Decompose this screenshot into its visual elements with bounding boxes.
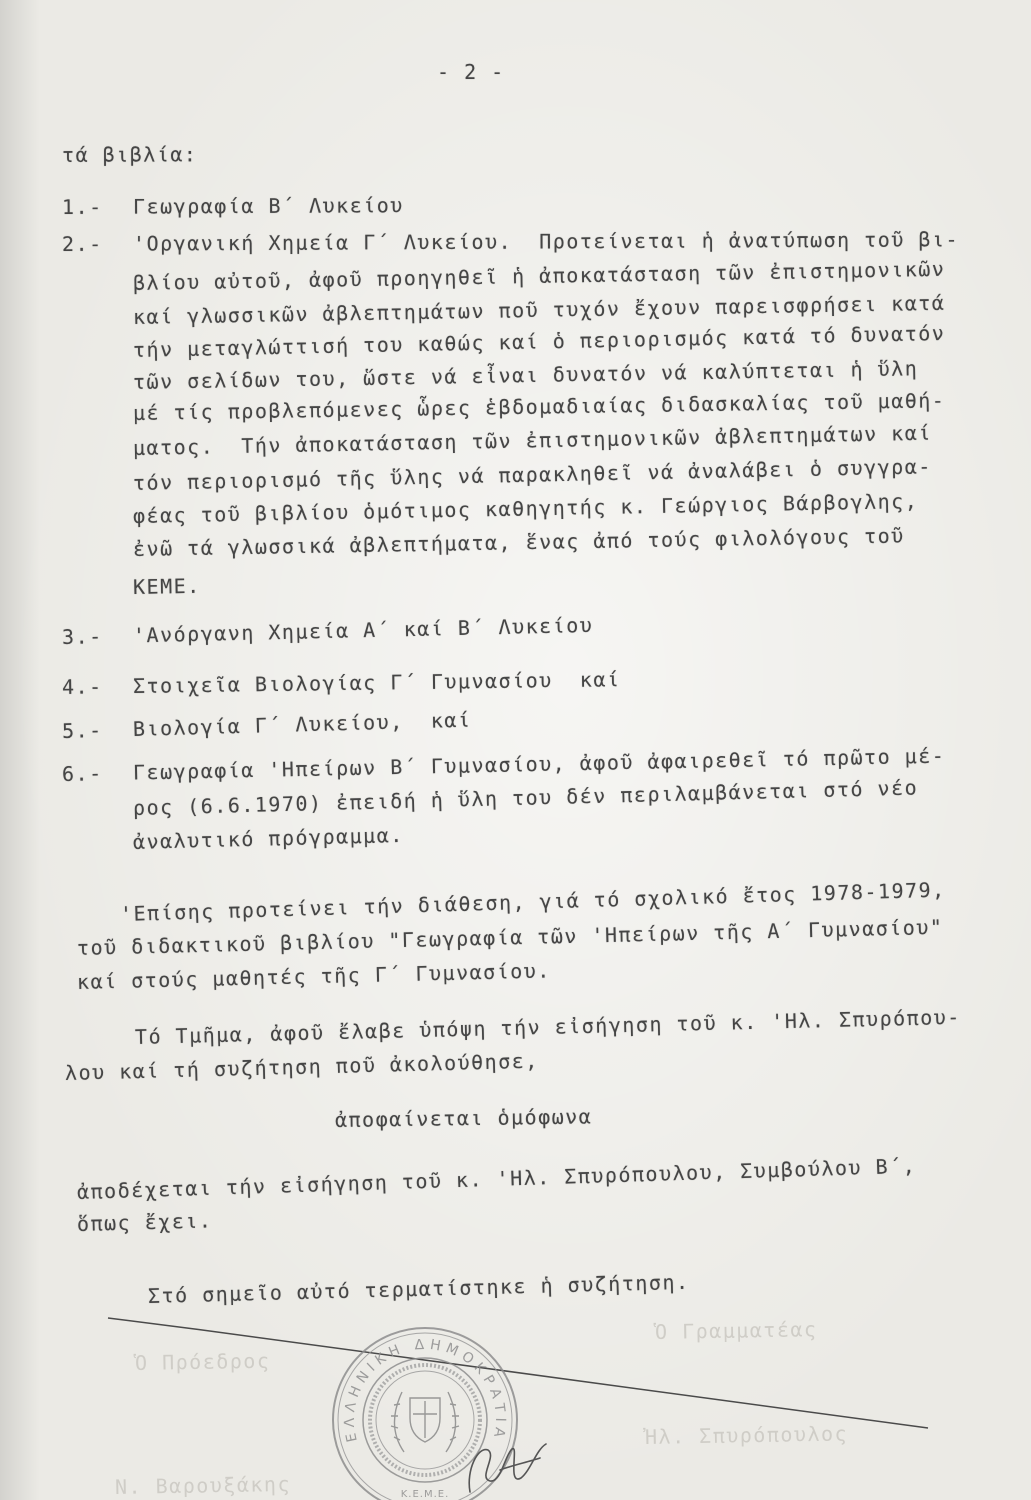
list-item [62,227,959,256]
seal-outer-text-path: ΕΛΛΗΝΙΚΗ ΔΗΜΟΚΡΑΤΙΑ [341,1336,509,1444]
paragraph-line: 'Επίσης προτείνει τήν διάθεση, γιά τό σχολικό ἔτος 1978-1979, [119,877,947,926]
president-title: Ὁ Πρόεδρος [134,1348,271,1375]
seal-outer-ring [333,1328,517,1500]
decision-line: ἀποδέχεται τήν εἰσήγηση τοῦ κ. 'Ηλ. Σπυρόπουλου, Συμβούλου Β΄, [76,1153,917,1204]
item-number: 2.- [61,231,103,256]
item-text: Στοιχεῖα Βιολογίας Γ΄ Γυμνασίου καί [132,667,621,699]
secretary-name: Ἠλ. Σπυρόπουλος [644,1421,849,1449]
item-continuation: φέας τοῦ βιβλίου ὁμότιμος καθηγητής κ. Γεώργιος Βάρβογλης, [132,488,919,528]
paragraph-line: Τό Τμῆμα, ἀφοῦ ἔλαβε ὑπόψη τήν εἰσήγηση τοῦ κ. 'Ηλ. Σπυρόπου- [134,1004,962,1049]
handwritten-signature [469,1444,546,1492]
seal-outer-inner-ring [338,1333,512,1500]
item-number: 3.- [61,624,103,649]
intro-line: τά βιβλία: [61,142,198,167]
closing-line: Στό σημεῖο αὐτό τερματίστηκε ἡ συζήτηση. [147,1269,690,1308]
list-item [62,613,594,649]
item-continuation: ματος. Τήν ἀποκατάσταση τῶν ἐπιστημονικῶν ἀβλεπτημάτων καί [132,420,933,460]
item-continuation: ρος (6.6.1970) ἐπειδή ἡ ὕλη του δέν περιλαμβάνεται στό νέο [132,775,919,820]
item-continuation: ἀναλυτικό πρόγραμμα. [132,822,405,854]
seal-bottom-text: Κ.Ε.Μ.Ε. [400,1489,450,1500]
item-continuation: τήν μεταγλώττισή του καθώς καί ὁ περιορισμός κατά τό δυνατόν [132,320,946,362]
item-number: 4.- [61,674,103,699]
item-continuation: τόν περιορισμό τῆς ὕλης νά παρακληθεῖ νά ἀναλάβει ὁ συγγρα- [132,454,932,495]
seal-microtext-ring [370,1365,480,1475]
secretary-title: Ὁ Γραμματέας [654,1317,818,1344]
seal-inner-ring [363,1358,487,1482]
item-number: 6.- [61,761,103,786]
item-text: 'Οργανική Χημεία Γ΄ Λυκείου. Προτείνεται ἡ ἀνατύπωση τοῦ βι- [132,227,960,256]
item-continuation: βλίου αὐτοῦ, ἀφοῦ προηγηθεῖ ἡ ἀποκατάσταση τῶν ἐπιστημονικῶν [132,256,946,295]
decision-line: ὅπως ἔχει. [76,1208,213,1236]
page-number: - 2 - [437,60,505,84]
official-seal [333,1328,517,1500]
list-item [62,667,621,699]
list-item [62,193,404,219]
president-name: Ν. Βαρουξάκης [114,1471,292,1499]
paragraph-line: λου καί τή συζήτηση ποῦ ἀκολούθησε, [64,1048,540,1085]
paragraph-line: τοῦ διδακτικοῦ βιβλίου "Γεωγραφία τῶν 'Ηπείρων τῆς Α΄ Γυμνασίου" [76,914,944,960]
item-continuation: τῶν σελίδων του, ὥστε νά εἶναι δυνατόν νά καλύπτεται ἡ ὕλη [132,356,919,394]
item-continuation: μέ τίς προβλεπόμενες ὧρες ἑβδομαδιαίας διδασκαλίας τοῦ μαθή- [132,388,946,425]
item-text: Γεωγραφία 'Ηπείρων Β΄ Γυμνασίου, ἀφοῦ ἀφαιρεθεῖ τό πρῶτο μέ- [132,743,946,785]
item-number: 5.- [61,717,103,743]
item-number: 1.- [61,194,103,219]
decision-heading: ἀποφαίνεται ὁμόφωνα [334,1104,593,1132]
list-item [62,708,472,743]
seal-outer-text [342,1337,508,1444]
item-text: Βιολογία Γ΄ Λυκείου, καί [132,707,472,742]
item-text: 'Ανόργανη Χημεία Α΄ καί Β΄ Λυκείου [132,612,594,648]
item-continuation: ΚΕΜΕ. [132,573,201,599]
item-text: Γεωγραφία Β΄ Λυκείου [132,193,404,219]
coat-of-arms-icon [391,1392,459,1452]
seal-center-ring [376,1371,474,1469]
paragraph-line: καί στούς μαθητές τῆς Γ΄ Γυμνασίου. [76,958,552,994]
item-continuation: καί γλωσσικῶν ἀβλεπτημάτων ποῦ τυχόν ἔχουν παρεισφρήσει κατά [132,290,946,329]
item-continuation: ἐνῶ τά γλωσσικά ἀβλεπτήματα, ἕνας ἀπό τούς φιλολόγους τοῦ [132,523,905,561]
